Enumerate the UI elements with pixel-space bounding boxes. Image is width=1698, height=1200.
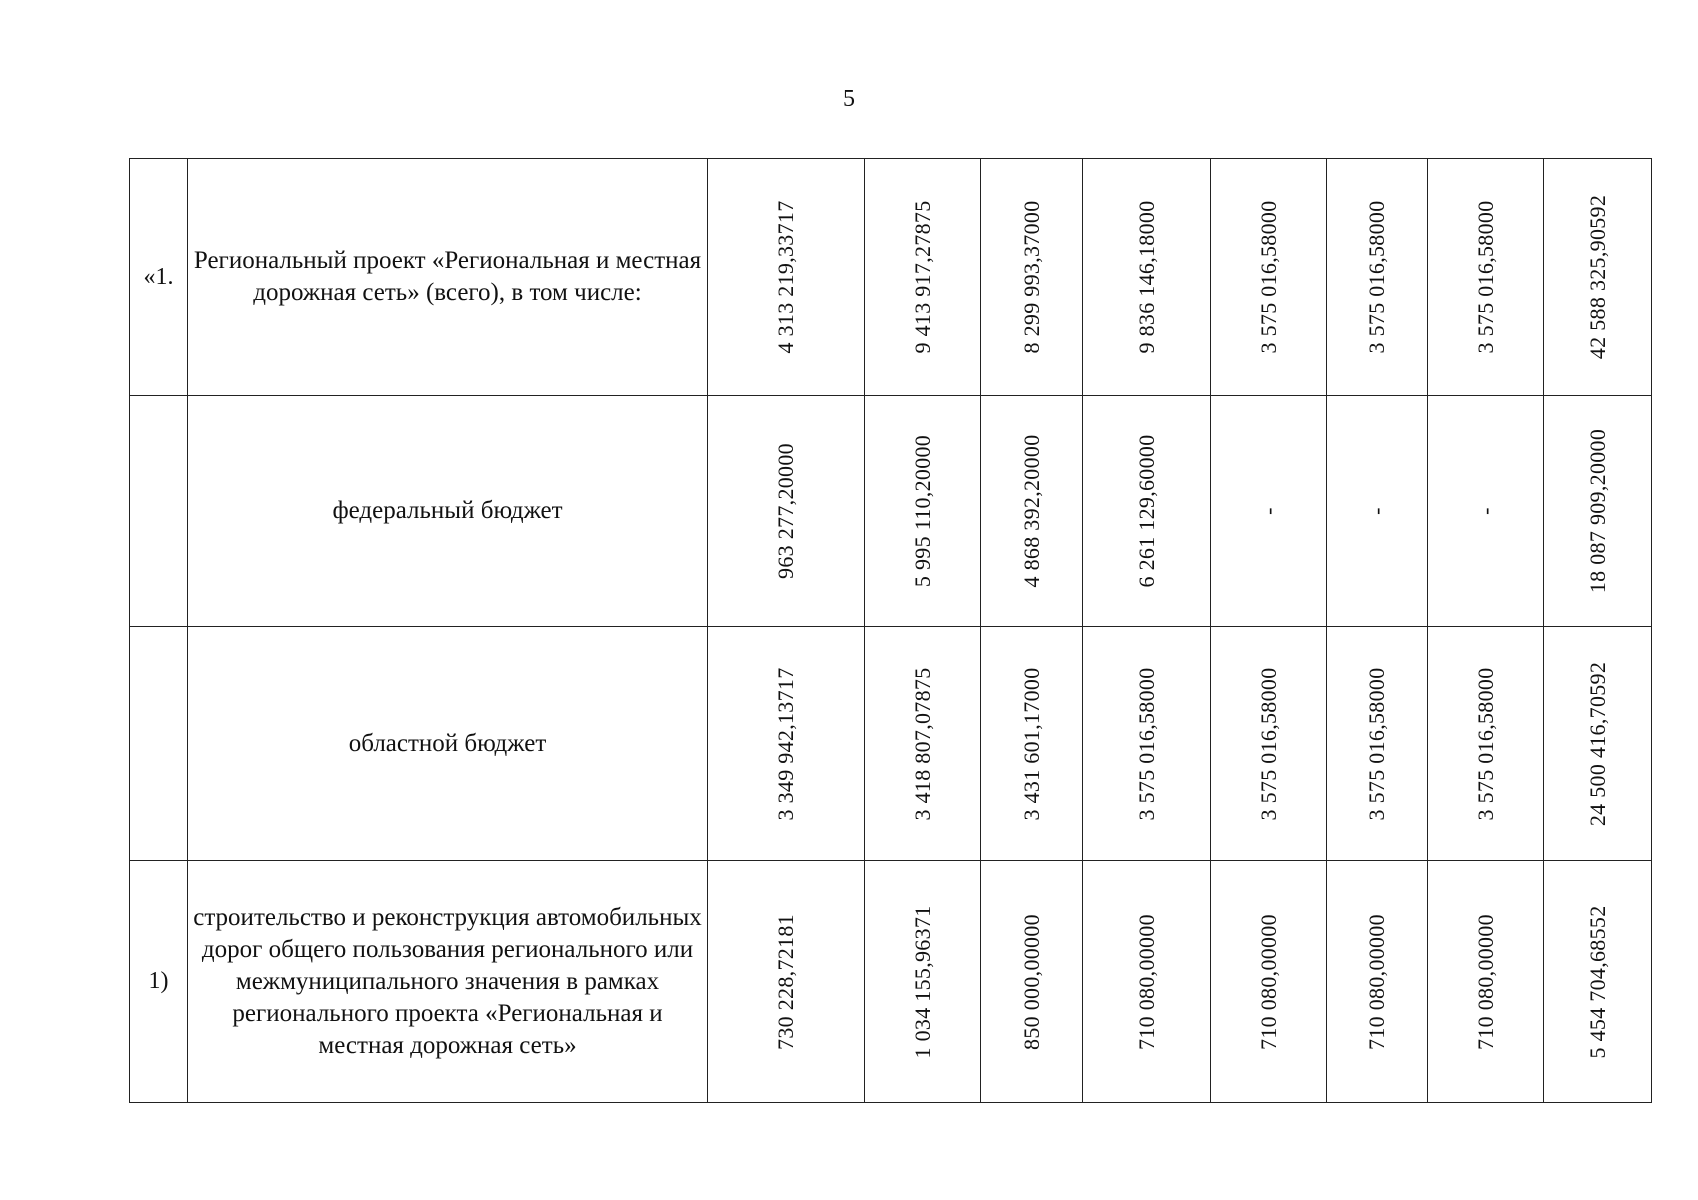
value-text: 6 261 129,60000 — [1133, 434, 1159, 588]
row-number: 1) — [130, 861, 188, 1103]
value-cell — [1083, 627, 1211, 861]
value-text: 4 868 392,20000 — [1018, 434, 1044, 588]
table-row — [130, 861, 1652, 1103]
value-cell — [865, 627, 981, 861]
value-cell — [708, 627, 865, 861]
value-text: - — [1364, 507, 1389, 515]
value-text: 710 080,00000 — [1133, 913, 1159, 1050]
value-cell — [1211, 159, 1327, 396]
value-text: 850 000,00000 — [1018, 913, 1044, 1050]
value-text: 9 836 146,18000 — [1133, 200, 1159, 354]
value-cell — [981, 627, 1083, 861]
value-text: 3 575 016,58000 — [1364, 200, 1389, 354]
value-text: 3 575 016,58000 — [1472, 667, 1498, 820]
value-text: 963 277,20000 — [773, 443, 798, 579]
row-number — [130, 396, 188, 627]
value-cell — [1327, 159, 1428, 396]
value-text: 3 575 016,58000 — [1472, 200, 1498, 354]
value-text: 730 228,72181 — [773, 913, 798, 1050]
value-cell — [1327, 627, 1428, 861]
value-cell — [981, 159, 1083, 396]
value-cell — [1211, 627, 1327, 861]
value-cell-total — [1544, 861, 1652, 1103]
value-text: 710 080,00000 — [1472, 913, 1498, 1050]
page-number: 5 — [843, 86, 855, 112]
value-cell — [981, 396, 1083, 627]
value-cell — [708, 396, 865, 627]
value-cell-total — [1544, 627, 1652, 861]
value-text: - — [1472, 507, 1498, 515]
row-number: «1. — [130, 159, 188, 396]
value-cell-total — [1544, 396, 1652, 627]
value-text: 3 575 016,58000 — [1255, 667, 1281, 820]
value-cell — [865, 861, 981, 1103]
value-cell — [865, 396, 981, 627]
value-cell — [1428, 396, 1544, 627]
value-cell — [1327, 396, 1428, 627]
value-cell — [1083, 861, 1211, 1103]
value-text: 5 454 704,68552 — [1584, 905, 1610, 1058]
value-cell — [708, 861, 865, 1103]
value-cell — [1083, 396, 1211, 627]
row-description: федеральный бюджет — [188, 396, 708, 627]
value-text: 710 080,00000 — [1255, 913, 1281, 1050]
value-cell-total — [1544, 159, 1652, 396]
value-text: 9 413 917,27875 — [909, 200, 935, 354]
value-cell — [1211, 396, 1327, 627]
value-cell — [1211, 861, 1327, 1103]
value-text: 710 080,00000 — [1364, 913, 1389, 1050]
value-text: 1 034 155,96371 — [909, 905, 935, 1058]
value-text: 3 575 016,58000 — [1133, 667, 1159, 820]
table-row — [130, 627, 1652, 861]
row-number — [130, 627, 188, 861]
value-text: 3 349 942,13717 — [773, 667, 798, 820]
value-cell — [1428, 861, 1544, 1103]
value-cell — [1428, 159, 1544, 396]
value-text: 5 995 110,20000 — [909, 434, 935, 588]
value-cell — [1428, 627, 1544, 861]
table-row — [130, 396, 1652, 627]
value-cell — [981, 861, 1083, 1103]
row-description: областной бюджет — [188, 627, 708, 861]
value-text: 3 575 016,58000 — [1364, 667, 1389, 820]
value-cell — [708, 159, 865, 396]
table-row — [130, 159, 1652, 396]
value-text: 3 418 807,07875 — [909, 667, 935, 820]
row-description: строительство и реконструкция автомобильных дорог общего пользования регионального или межмуниципального значения в рамках регионального проекта «Региональная и местная дорожная сеть» — [188, 861, 708, 1103]
value-cell — [865, 159, 981, 396]
value-text: 24 500 416,70592 — [1584, 661, 1610, 826]
row-description: Региональный проект «Региональная и местная дорожная сеть» (всего), в том числе: — [188, 159, 708, 396]
value-text: 3 431 601,17000 — [1018, 667, 1044, 820]
value-text: 18 087 909,20000 — [1584, 428, 1610, 594]
value-text: - — [1255, 507, 1281, 515]
value-cell — [1083, 159, 1211, 396]
value-text: 3 575 016,58000 — [1255, 200, 1281, 354]
value-text: 42 588 325,90592 — [1584, 194, 1610, 360]
budget-table — [129, 158, 1652, 1103]
value-text: 4 313 219,33717 — [773, 200, 798, 354]
value-text: 8 299 993,37000 — [1018, 200, 1044, 354]
value-cell — [1327, 861, 1428, 1103]
